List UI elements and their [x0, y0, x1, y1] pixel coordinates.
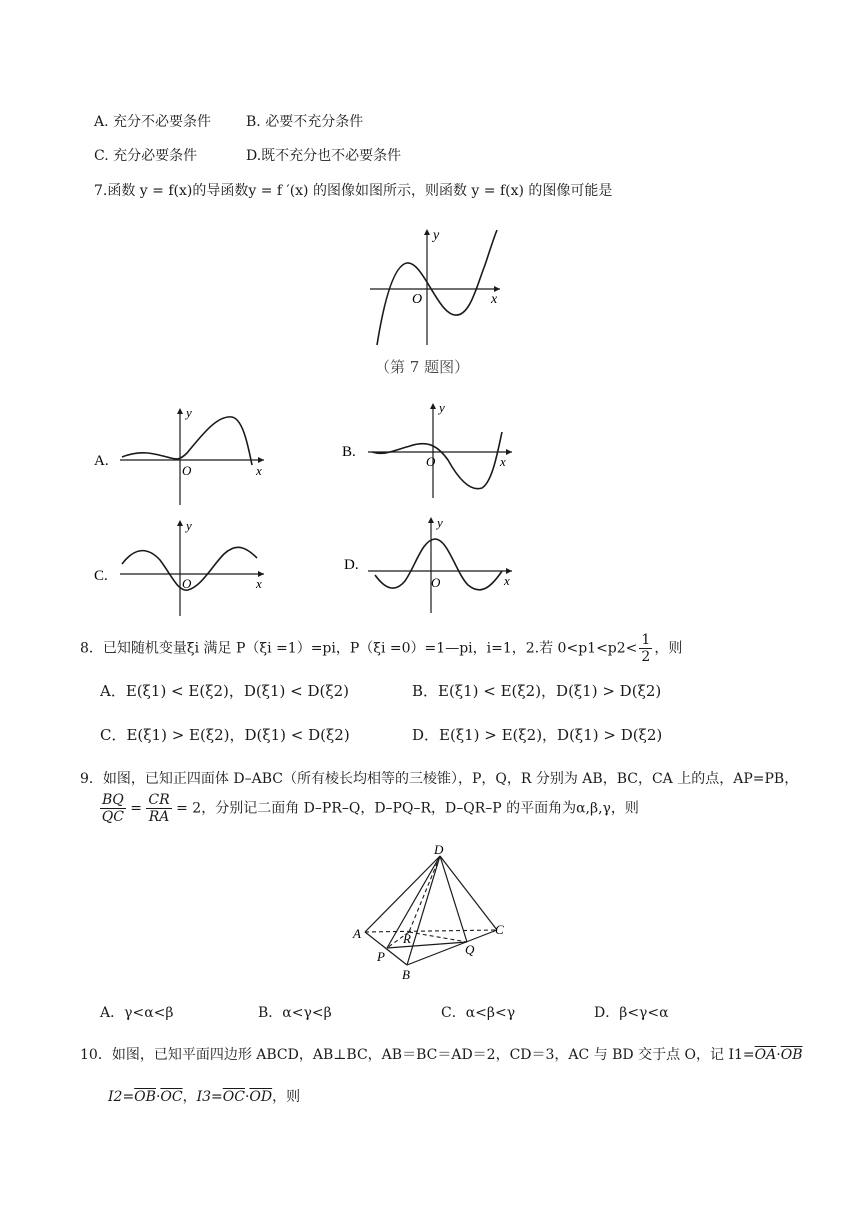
q10-sep: ， [182, 1089, 197, 1105]
q10-i2: I2= [108, 1089, 135, 1105]
q9-option-b: B．α<γ<β [258, 1005, 332, 1021]
q9-option-d: D．β<γ<α [594, 1005, 669, 1021]
q7-derivative-graph [365, 225, 505, 350]
q9-label-p: P [377, 949, 385, 964]
q9-label-c: C [495, 922, 504, 937]
q9-f2-den: RA [148, 809, 170, 826]
q9-stem-line2 [100, 792, 639, 825]
q9-label-r: R [403, 931, 411, 946]
q7-choice-d-label: D. [344, 557, 359, 573]
q8-frac-num: 1 [641, 632, 651, 648]
q9-label-d: D [434, 842, 444, 857]
q10-stem-line2 [108, 1086, 300, 1106]
q9-stem-rest: ，分别记二面角 D–PR–Q，D–PQ–R，D–QR–P 的平面角为α,β,γ，则 [201, 800, 639, 817]
q7-choice-a-label: A. [94, 453, 109, 469]
q7d-origin: O [431, 575, 441, 590]
q9-stem-line1: 9．如图，已知正四面体 D–ABC（所有棱长均相等的三棱锥），P，Q，R 分别为 AB，BC，CA 上的点，AP=PB， [80, 771, 799, 787]
q7a-origin: O [182, 463, 192, 478]
q7a-axis-y: y [186, 405, 192, 420]
q7-axis-x: x [491, 292, 498, 307]
q9-eq: = [130, 800, 142, 817]
q8-fraction [639, 632, 652, 665]
q7-choice-c-graph [92, 518, 272, 618]
q9-f1-den: QC [101, 809, 124, 826]
q6-option-b: B. 必要不充分条件 [246, 114, 364, 130]
q9-label-q: Q [465, 942, 475, 957]
q6-option-a: A. 充分不必要条件 [94, 114, 212, 130]
q9-f1-num: BQ [102, 792, 124, 808]
q7c-axis-x: x [256, 576, 262, 591]
q7a-axis-x: x [256, 463, 262, 478]
q8-option-d: D．E(ξ1) > E(ξ2)，D(ξ1) > D(ξ2) [412, 726, 663, 744]
q8-stem-line [80, 632, 682, 665]
q7-choice-a-graph [92, 405, 272, 510]
q7b-axis-y: y [439, 400, 445, 415]
q10-dot-1: · [776, 1047, 781, 1063]
q7d-axis-y: y [437, 515, 443, 530]
q10-vec-ob: $\overline{OB}$ [780, 1047, 803, 1063]
q10-stem: 10．如图，已知平面四边形 ABCD，AB⊥BC，AB＝BC＝AD＝2，CD＝3，AC 与 BD 交于点 O，记 I1= [80, 1047, 755, 1063]
q9-option-c: C．α<β<γ [441, 1005, 516, 1021]
q10-vec-oc: $\overline{OC}$ [160, 1089, 183, 1105]
q8-frac-den: 2 [641, 649, 651, 666]
q10-stem-line1 [80, 1044, 802, 1064]
q8-option-b: B．E(ξ1) < E(ξ2)，D(ξ1) > D(ξ2) [412, 682, 662, 700]
q7b-origin: O [426, 454, 436, 469]
q8-option-c: C．E(ξ1) > E(ξ2)，D(ξ1) < D(ξ2) [100, 726, 350, 744]
q7-choice-d-graph [340, 515, 520, 615]
q7c-axis-y: y [186, 518, 192, 533]
q7-choice-c-label: C. [94, 568, 108, 584]
q8-option-a: A．E(ξ1) < E(ξ2)，D(ξ1) < D(ξ2) [100, 682, 350, 700]
q9-label-b: B [402, 967, 410, 982]
q7-choice-b-graph [340, 400, 520, 505]
q10-stem-end: ，则 [272, 1089, 301, 1105]
q9-fraction-2 [146, 792, 171, 825]
q10-vec-oa: $\overline{OA}$ [754, 1047, 777, 1063]
q7-caption: （第 7 题图） [375, 358, 470, 376]
q9-option-a: A．γ<α<β [100, 1005, 174, 1021]
q10-dot-3: · [244, 1089, 250, 1105]
q7-origin: O [412, 292, 423, 307]
q8-stem: 8．已知随机变量ξi 满足 P（ξi =1）=pi，P（ξi =0）=1—pi，i=1，2.若 0<p1<p2< [80, 640, 638, 657]
q6-option-c: C. 充分必要条件 [94, 148, 198, 164]
q8-stem-end: ，则 [654, 640, 683, 657]
q10-vec-ob-2: $\overline{OB}$ [134, 1089, 156, 1105]
q7-choice-b-label: B. [342, 444, 356, 460]
q9-eq2: = 2 [176, 800, 202, 817]
q7d-axis-x: x [504, 573, 510, 588]
q9-tetrahedron-figure [345, 840, 515, 985]
q10-i3: I3= [196, 1089, 223, 1105]
q6-option-d: D.既不充分也不必要条件 [246, 148, 402, 164]
q9-fraction-1 [100, 792, 126, 825]
q7-axis-y: y [433, 228, 440, 243]
q7-stem: 7.函数 y = f(x)的导函数y = f ′(x) 的图像如图所示，则函数 y = f(x) 的图像可能是 [94, 183, 613, 199]
q10-vec-od: $\overline{OD}$ [249, 1089, 273, 1105]
q10-vec-oc-2: $\overline{OC}$ [222, 1089, 245, 1105]
q9-label-a: A [353, 926, 361, 941]
q7c-origin: O [182, 576, 192, 591]
q10-dot-2: · [155, 1089, 161, 1105]
q7b-axis-x: x [500, 454, 506, 469]
q9-f2-num: CR [148, 792, 170, 808]
